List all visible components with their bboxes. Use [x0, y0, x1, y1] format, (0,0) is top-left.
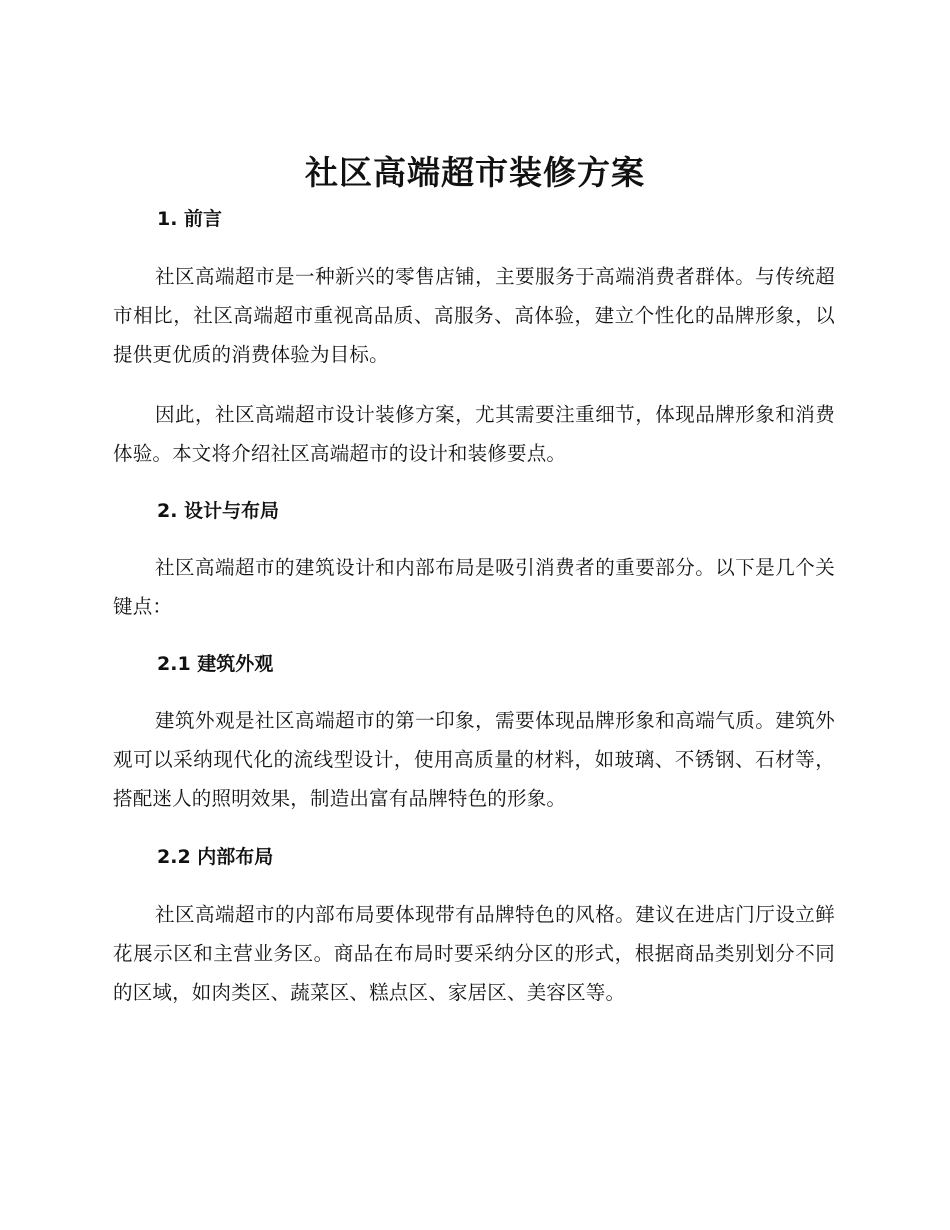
- section-heading-preface: 1. 前言: [157, 208, 223, 230]
- paragraph-preface-1: 社区高端超市是一种新兴的零售店铺，主要服务于高端消费者群体。与传统超市相比，社区高端超市重视高品质、高服务、高体验，建立个性化的品牌形象，以提供更优质的消费体验为目标。: [113, 265, 835, 366]
- section-heading-interior: 2.2 内部布局: [157, 846, 274, 868]
- paragraph-interior: 社区高端超市的内部布局要体现带有品牌特色的风格。建议在进店门厅设立鲜花展示区和主营业务区。商品在布局时要采纳分区的形式，根据商品类别划分不同的区域，如肉类区、蔬菜区、糕点区、家居区、美容区等。: [113, 903, 835, 1004]
- paragraph-exterior: 建筑外观是社区高端超市的第一印象，需要体现品牌形象和高端气质。建筑外观可以采纳现代化的流线型设计，使用高质量的材料，如玻璃、不锈钢、石材等，搭配迷人的照明效果，制造出富有品牌特色的形象。: [113, 709, 835, 810]
- section-heading-exterior: 2.1 建筑外观: [157, 653, 274, 675]
- paragraph-design-layout: 社区高端超市的建筑设计和内部布局是吸引消费者的重要部分。以下是几个关键点：: [113, 556, 835, 618]
- document-title: 社区高端超市装修方案: [305, 153, 645, 192]
- section-heading-design-layout: 2. 设计与布局: [157, 500, 280, 522]
- paragraph-preface-2: 因此，社区高端超市设计装修方案，尤其需要注重细节，体现品牌形象和消费体验。本文将介绍社区高端超市的设计和装修要点。: [113, 403, 835, 465]
